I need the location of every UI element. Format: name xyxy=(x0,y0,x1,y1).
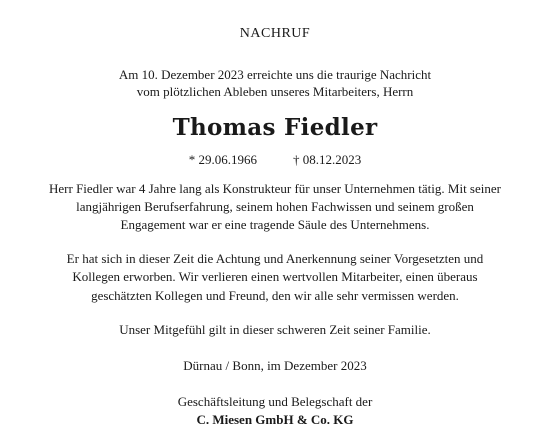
paragraph-2-line-1: Er hat sich in dieser Zeit die Achtung und Anerkennung seiner Vorgesetzten und xyxy=(66,251,484,266)
paragraph-2-line-3: geschätzten Kollegen und Freund, den wir alle sehr vermissen werden. xyxy=(91,288,459,303)
deceased-name: Thomas Fiedler xyxy=(172,114,378,141)
intro-line-2: vom plötzlichen Ableben unseres Mitarbeiters, Herrn xyxy=(136,84,414,99)
death-date: † 08.12.2023 xyxy=(293,152,362,167)
paragraph-2-line-2: Kollegen erworben. Wir verlieren einen wertvollen Mitarbeiter, einen überaus xyxy=(72,269,478,284)
life-dates xyxy=(0,152,550,168)
paragraph-1-line-3: Engagement war er eine tragende Säule des Unternehmens. xyxy=(120,217,430,232)
place-date: Dürnau / Bonn, im Dezember 2023 xyxy=(183,358,367,373)
notice-heading: NACHRUF xyxy=(239,26,311,41)
signature-line: Geschäftsleitung und Belegschaft der xyxy=(177,394,373,409)
paragraph-1-line-2: langjährigen Berufserfahrung, seinem hohen Fachwissen und seinem großen xyxy=(76,199,474,214)
paragraph-1-line-1: Herr Fiedler war 4 Jahre lang als Konstrukteur für unser Unternehmen tätig. Mit seiner xyxy=(49,181,501,196)
intro-line-1: Am 10. Dezember 2023 erreichte uns die traurige Nachricht xyxy=(118,67,432,82)
condolence-line: Unser Mitgefühl gilt in dieser schweren Zeit seiner Familie. xyxy=(119,322,431,337)
company-name: C. Miesen GmbH & Co. KG xyxy=(196,412,354,427)
birth-date: * 29.06.1966 xyxy=(188,152,257,167)
